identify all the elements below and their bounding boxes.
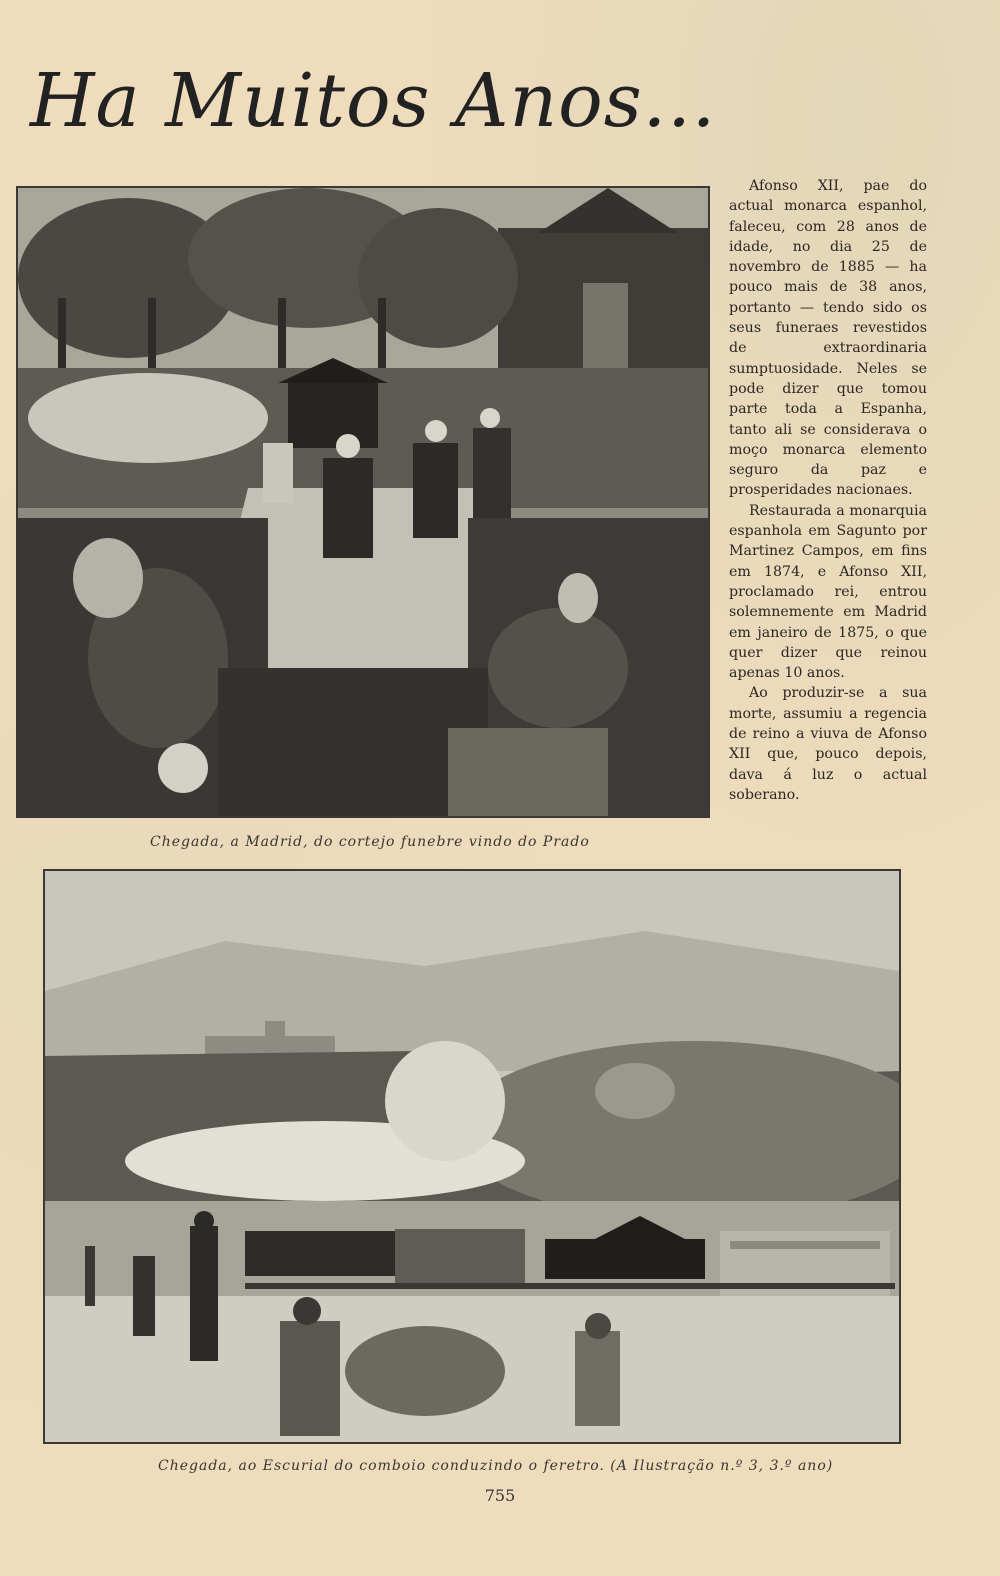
caption-funeral-train: Chegada, ao Escurial do comboio conduzindo o feretro. (A Ilustração n.º 3, 3.º ano) — [158, 1458, 834, 1474]
article-paragraph: Afonso XII, pae do actual monarca espanhol, faleceu, com 28 anos de idade, no dia 25 de novembro de 1885 — ha pouco mais de 38 anos, portanto — tendo sido os seus funeraes revestidos de extraordinaria sumptuosidade. Neles se pode dizer que tomou parte toda a Espanha, tanto ali se considerava o moço monarca elemento seguro da paz e prosperidades nacionaes. — [729, 178, 927, 499]
funeral-procession-illustration — [18, 188, 708, 816]
page-title: Ha Muitos Anos... — [30, 58, 717, 144]
caption-funeral-procession: Chegada, a Madrid, do cortejo funebre vindo do Prado — [150, 834, 590, 850]
funeral-procession-engraving — [16, 186, 710, 818]
article-paragraph: Ao produzir-se a sua morte, assumiu a regencia de reino a viuva de Afonso XII que, pouco depois, dava á luz o actual soberano. — [729, 685, 927, 803]
page-number: 755 — [484, 1486, 516, 1505]
article-paragraph: Restaurada a monarquia espanhola em Sagunto por Martinez Campos, em fins em 1874, e Afonso XII, proclamado rei, entrou solemnemente em Madrid em janeiro de 1875, o que quer dizer que reinou apenas 10 anos. — [729, 502, 927, 682]
article-body — [729, 176, 927, 805]
funeral-train-engraving — [43, 869, 901, 1444]
funeral-train-illustration — [45, 871, 899, 1442]
